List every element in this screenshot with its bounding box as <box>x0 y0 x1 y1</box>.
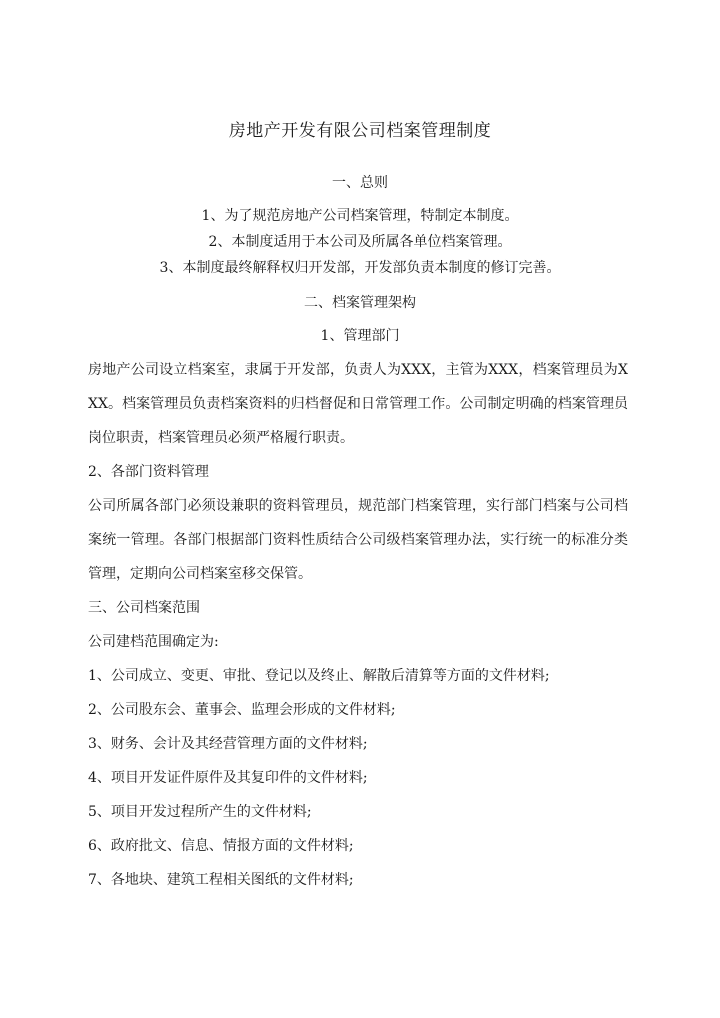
section3-item-1: 1、公司成立、变更、审批、登记以及终止、解散后清算等方面的文件材料; <box>88 668 550 684</box>
section3-item-5: 5、项目开发过程所产生的文件材料; <box>88 804 312 820</box>
section1-heading: 一、总则 <box>332 175 388 191</box>
section2-sub2-heading: 2、各部门资料管理 <box>88 464 209 480</box>
section2-sub2-paragraph: 公司所属各部门必须设兼职的资料管理员，规范部门档案管理，实行部门档案与公司档案统一管理。各部门根据部门资料性质结合公司级档案管理办法，实行统一的标准分类管理，定期向公司档案室移交保管。 <box>88 498 628 582</box>
section3-item-3: 3、财务、会计及其经营管理方面的文件材料; <box>88 736 368 752</box>
section3-item-6: 6、政府批文、信息、情报方面的文件材料; <box>88 838 354 854</box>
section3-item-4: 4、项目开发证件原件及其复印件的文件材料; <box>88 770 368 786</box>
section2-sub1-heading: 1、管理部门 <box>320 328 400 344</box>
section1-item-2: 2、本制度适用于本公司及所属各单位档案管理。 <box>208 234 512 250</box>
section3-item-7: 7、各地块、建筑工程相关图纸的文件材料; <box>88 872 354 888</box>
section2-heading: 二、档案管理架构 <box>304 295 416 311</box>
section3-heading: 三、公司档案范围 <box>88 600 200 616</box>
section2-sub1-paragraph: 房地产公司设立档案室，隶属于开发部，负责人为XXX，主管为XXX，档案管理员为XXX。档案管理员负责档案资料的归档督促和日常管理工作。公司制定明确的档案管理员岗位职责，档案管理员必须严格履行职责。 <box>88 362 628 446</box>
document-title: 房地产开发有限公司档案管理制度 <box>228 121 492 141</box>
section3-intro: 公司建档范围确定为: <box>88 634 219 650</box>
section3-item-2: 2、公司股东会、董事会、监理会形成的文件材料; <box>88 702 396 718</box>
section1-item-1: 1、为了规范房地产公司档案管理，特制定本制度。 <box>201 208 519 224</box>
section1-item-3: 3、本制度最终解释权归开发部，开发部负责本制度的修订完善。 <box>159 260 561 276</box>
